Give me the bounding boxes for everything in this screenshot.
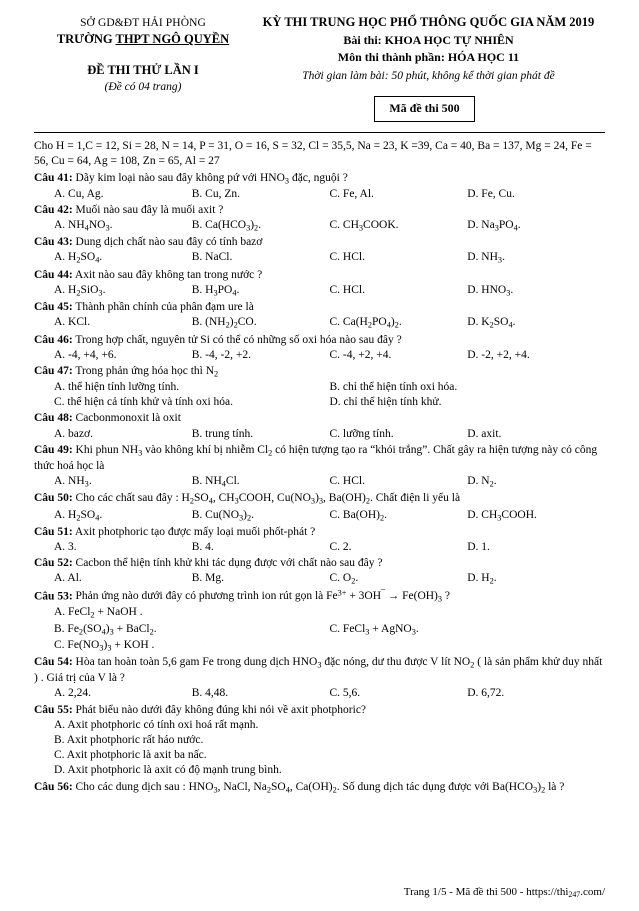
question-45-options [34,315,605,331]
question-44 [34,268,605,283]
option-d[interactable]: D. axit. [467,427,502,440]
option-d[interactable]: D. $NH_3$. [467,251,505,265]
option-b[interactable]: B. $H_3PO_4$. [191,283,240,298]
option-b[interactable]: B. 4. [191,541,214,554]
school-name [34,31,252,48]
question-43-label: Câu 43: [34,236,73,249]
question-50-options [34,508,605,524]
option-d[interactable]: D. $N_2$. [467,475,497,489]
question-45-label: Câu 45: [34,301,73,314]
option-b[interactable]: B. Mg. [191,572,225,585]
question-47 [34,364,605,380]
option-a[interactable]: A. Al. [54,572,82,585]
option-b[interactable]: B. $Fe_2(SO_4)_3$ + BaCl$_2$. [54,622,157,636]
option-d[interactable]: D. $HNO_3$. [467,283,514,298]
question-46-stem: Trong hợp chất, nguyên tử Si có thể có những số oxi hóa nào sau đây ? [75,333,402,346]
question-41-stem: Dãy kim loại nào sau đây không pứ với $HNO_3$ đặc, nguội ? [75,171,348,185]
page-footer: Trang 1/5 - Mã đề thi 500 - https://thi$_{247}$.com/ [403,886,605,900]
question-44-stem: Axit nào sau đây không tan trong nước ? [74,268,263,281]
school-name-underlined: THPT NGÔ QUYỀN [115,32,230,47]
question-44-options [34,283,605,299]
question-45-stem: Thành phần chính của phân đạm ure là [75,301,254,314]
option-a[interactable]: A. $H_2SiO_3$. [54,283,106,298]
option-a[interactable]: A. $NH_4NO_3$. [54,219,113,233]
question-52 [34,556,605,571]
question-46 [34,333,605,348]
option-c[interactable]: C. Axit photphoric là axit ba nấc. [54,749,207,762]
option-c[interactable]: C. HCl. [329,251,365,264]
question-51 [34,525,605,540]
option-c[interactable]: C. thể hiện cả tính khử và tính oxi hóa. [54,396,234,409]
question-53-options-row-bc [54,622,605,638]
option-c[interactable]: C. HCl. [329,475,365,488]
option-a[interactable]: A. FeCl$_2$ + NaOH . [54,606,143,620]
header-exam-block [252,14,605,122]
question-52-label: Câu 52: [34,557,73,570]
option-c[interactable]: C. $CH_3COOK$. [329,219,399,233]
question-42-options [34,218,605,234]
option-d[interactable]: D. 6,72. [467,687,505,700]
page-count-note: (Đề có 04 trang) [104,81,182,94]
option-c[interactable]: C. FeCl$_3$ + AgNO$_3$. [329,622,419,636]
question-44-label: Câu 44: [34,268,73,281]
option-b[interactable]: B. chỉ thể hiện tính oxi hóa. [329,381,458,394]
atomic-masses-line: Cho H = 1,C = 12, Si = 28, N = 14, P = 31, O = 16, S = 32, Cl = 35,5, Na = 23, K =39, Ca = 40, Ba = 137, Mg = 24, Fe = 56, Cu = 64, Ag = 108, Zn = 65, Al = 27 [34,140,592,168]
question-43-stem: Dung dịch chất nào sau đây có tính bazơ [75,236,263,249]
question-42 [34,203,605,218]
exam-code-wrapper [252,84,605,122]
option-d[interactable]: C. $Fe(NO_3)_3$ + KOH . [54,638,155,653]
question-55-options [34,718,605,779]
question-53-label: Câu 53: [34,590,73,603]
document-header [0,0,639,122]
exam-title: ĐỀ THI THỬ LẦN I [87,62,199,77]
option-a[interactable]: A. bazơ. [54,427,93,440]
question-50 [34,491,605,507]
option-d[interactable]: D. chỉ thể hiện tính khử. [329,396,442,409]
question-48-stem: Cacbonmonoxit là oxit [75,412,181,425]
option-b[interactable]: B. -4, -2, +2. [191,348,251,361]
question-41 [34,171,605,187]
exam-subject: Môn thi thành phần: HÓA HỌC 11 [337,50,520,65]
option-d[interactable]: D. $K_2SO_4$. [467,316,516,330]
exam-code-box: Mã đề thi 500 [374,96,474,122]
question-48-options [34,427,605,442]
question-51-options [34,540,605,555]
option-a[interactable]: A. Axit photphoric có tính oxi hoá rất mạnh. [54,718,259,731]
option-a[interactable]: A. KCl. [54,316,91,329]
option-d[interactable]: D. $Na_3PO_4$. [467,219,521,233]
question-47-options-row1 [34,380,605,395]
question-47-label: Câu 47: [34,364,73,377]
question-51-stem: Axit photphoric tạo được mấy loại muối phốt-phát ? [74,525,316,538]
option-c[interactable]: C. HCl. [329,283,365,296]
question-45 [34,300,605,315]
question-53 [34,589,605,606]
question-46-label: Câu 46: [34,333,73,346]
option-c[interactable]: C. lưỡng tính. [329,427,394,440]
option-b[interactable]: B. NaCl. [191,251,233,264]
option-c[interactable]: C. 5,6. [329,687,361,700]
question-54-options [34,686,605,701]
option-c[interactable]: C. $Ba(OH)_2$. [329,508,387,522]
question-50-stem: Cho các chất sau đây : $H_2SO_4$, $CH_3COOH$, $Cu(NO_3)_3$, $Ba(OH)_2$. Chất điện li yếu là [75,492,461,506]
question-56 [34,780,605,796]
option-c[interactable]: C. $O_2$. [329,572,359,586]
exam-name: KỲ THI TRUNG HỌC PHỔ THÔNG QUỐC GIA NĂM 2019 [262,15,595,29]
question-47-stem: Trong phản ứng hóa học thì $N_2$ [75,364,219,379]
option-b[interactable]: B. $NH_4Cl$. [191,475,240,489]
question-48-label: Câu 48: [34,412,73,425]
option-b[interactable]: B. Axit photphoric rất háo nước. [54,733,204,746]
option-a[interactable]: A. Cu, Ag. [54,187,104,200]
question-42-stem: Muối nào sau đây là muối axit ? [75,203,224,216]
question-54-stem: Hòa tan hoàn toàn 5,6 gam Fe trong dung dịch $HNO_3$ đặc nóng, dư thu được V lít $NO_2$ ( là sản phẩm khử duy nhất ) . Giá trị của V là ? [34,656,603,685]
question-49-label: Câu 49: [34,443,73,456]
question-52-stem: Cacbon thể hiện tính khử khi tác dụng được với chất nào sau đây ? [75,557,383,570]
exam-subject-group: Bài thi: KHOA HỌC TỰ NHIÊN [343,32,514,47]
question-49-options [34,474,605,490]
question-49-stem: Khi phun $NH_3$ vào không khí bị nhiễm $Cl_2$ có hiện tượng tạo ra “khói trắng”. Chất gây ra hiện tượng này có công thức hoá học là [34,443,598,473]
question-46-options [34,348,605,363]
option-c[interactable]: C. Fe, Al. [329,187,374,200]
option-b[interactable]: B. $Cu(NO_3)_2$. [191,508,255,522]
option-d[interactable]: D. Axit photphoric là axit có độ mạnh trung bình. [54,764,282,777]
question-52-options [34,571,605,587]
option-c[interactable]: C. -4, +2, +4. [329,348,392,361]
option-b[interactable]: B. 4,48. [191,687,229,700]
option-a[interactable]: A. 2,24. [54,687,92,700]
question-47-options-row2 [34,395,605,410]
question-55-label: Câu 55: [34,703,73,716]
question-43-options [34,250,605,266]
question-50-label: Câu 50: [34,492,73,505]
department-name: SỞ GD&ĐT HẢI PHÒNG [80,17,206,29]
option-d[interactable]: D. $CH_3COOH$. [467,508,537,522]
header-school-block [34,14,252,122]
option-a[interactable]: A. -4, +4, +6. [54,348,117,361]
question-54-label: Câu 54: [34,656,73,669]
question-55 [34,703,605,718]
option-d[interactable]: D. 1. [467,541,490,554]
option-c[interactable]: C. $Ca(H_2PO_4)_2$. [329,316,402,330]
question-49 [34,443,605,474]
question-43 [34,235,605,250]
option-b[interactable]: B. trung tính. [191,427,254,440]
option-b[interactable]: B. Cu, Zn. [191,187,240,200]
option-b[interactable]: B. $(NH_2)_2CO$. [191,316,257,330]
question-56-label: Câu 56: [34,780,73,793]
option-d[interactable]: D. $H_2$. [467,572,497,586]
question-51-label: Câu 51: [34,525,73,538]
question-53-options [34,605,605,654]
option-a[interactable]: A. thể hiện tính lưỡng tính. [54,381,180,394]
exam-content [0,133,639,796]
option-b[interactable]: B. $Ca(HCO_3)_2$. [191,219,262,233]
question-56-stem: Cho các dung dịch sau : $HNO_3$, NaCl, $Na_2SO_4$, $Ca(OH)_2$. Số dung dịch tác dụng được với $Ba(HCO_3)_2$ là ? [75,780,565,794]
option-d[interactable]: D. -2, +2, +4. [467,348,530,361]
question-53-stem: Phản ứng nào dưới đây có phương trình ion rút gọn là $Fe^{3+}$ + 3OH‾ → $Fe(OH)_3$ ? [75,588,451,604]
option-a[interactable]: A. 3. [54,541,77,554]
school-name-prefix: TRƯỜNG [56,32,116,47]
option-a[interactable]: A. $H_2SO_4$. [54,251,103,265]
option-d[interactable]: D. Fe, Cu. [467,187,515,200]
question-42-label: Câu 42: [34,203,73,216]
option-a[interactable]: A. $NH_3$. [54,475,92,489]
question-41-options [34,187,605,202]
option-a[interactable]: A. $H_2SO_4$. [54,508,103,522]
question-41-label: Câu 41: [34,171,73,184]
question-48 [34,411,605,426]
question-55-stem: Phát biểu nào dưới đây không đúng khi nói về axit photphoric? [75,703,367,716]
question-54 [34,655,605,686]
option-c[interactable]: C. 2. [329,541,352,554]
exam-duration: Thời gian làm bài: 50 phút, không kể thời gian phát đề [302,70,555,83]
